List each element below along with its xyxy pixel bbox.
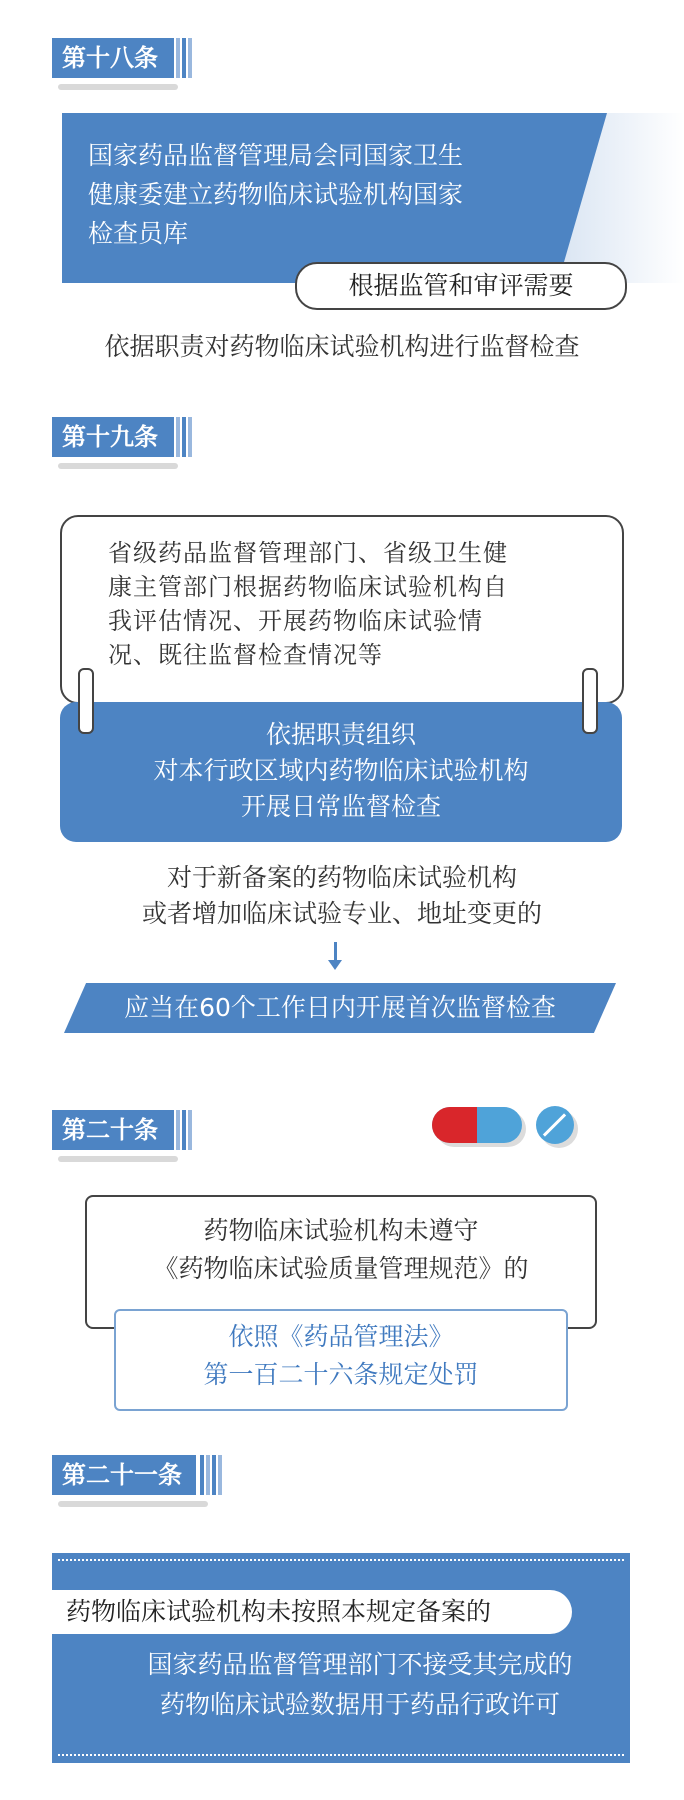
article-20-result-text: 依照《药品管理法》 第一百二十六条规定处罚 — [203, 1322, 479, 1389]
article-21-tag — [52, 1455, 252, 1495]
tag-shadow — [58, 463, 178, 469]
tag-shadow — [58, 1156, 178, 1162]
dotted-divider — [58, 1559, 624, 1561]
tag-stripes — [170, 1110, 192, 1150]
article-19-label: 第十九条 — [52, 417, 172, 457]
tag-stripes — [200, 1455, 222, 1495]
article-21-label: 第二十一条 — [52, 1455, 196, 1495]
arrow-down-icon-head — [328, 960, 342, 970]
article-19-banner-text: 应当在60个工作日内开展首次监督检查 — [124, 993, 556, 1022]
article-20-label: 第二十条 — [52, 1110, 172, 1150]
tag-stripes — [170, 417, 192, 457]
dotted-divider — [58, 1754, 624, 1756]
article-21-pill: 药物临床试验机构未按照本规定备案的 — [52, 1590, 572, 1634]
article-18-box-text: 国家药品监督管理局会同国家卫生 健康委建立药物临床试验机构国家 检查员库 — [88, 141, 464, 248]
article-19-tag — [52, 417, 222, 457]
article-18-tag — [52, 38, 222, 78]
article-18-label: 第十八条 — [52, 38, 172, 78]
article-19-blue-text: 依据职责组织 对本行政区域内药物临床试验机构 开展日常监督检查 — [153, 720, 529, 821]
tag-stripes — [170, 38, 192, 78]
tablet-pill-icon — [536, 1106, 574, 1144]
capsule-pill-icon — [432, 1107, 522, 1143]
article-19-box-text: 省级药品监督管理部门、省级卫生健 康主管部门根据药物临床试验机构自 我评估情况、开展药物临床试验情 况、既往监督检查情况等 — [108, 539, 508, 669]
article-18-pill: 根据监管和审评需要 — [295, 262, 627, 310]
tag-shadow — [58, 1501, 208, 1507]
arrow-down-icon — [334, 942, 337, 962]
article-20-box-text: 药物临床试验机构未遵守 《药物临床试验质量管理规范》的 — [153, 1216, 529, 1283]
article-21-text: 国家药品监督管理部门不接受其完成的 药物临床试验数据用于药品行政许可 — [147, 1650, 573, 1719]
article-20-tag — [52, 1110, 222, 1150]
article-18-line: 依据职责对药物临床试验机构进行监督检查 — [104, 332, 580, 361]
tag-shadow — [58, 84, 178, 90]
article-19-condition: 对于新备案的药物临床试验机构 或者增加临床试验专业、地址变更的 — [141, 863, 542, 928]
